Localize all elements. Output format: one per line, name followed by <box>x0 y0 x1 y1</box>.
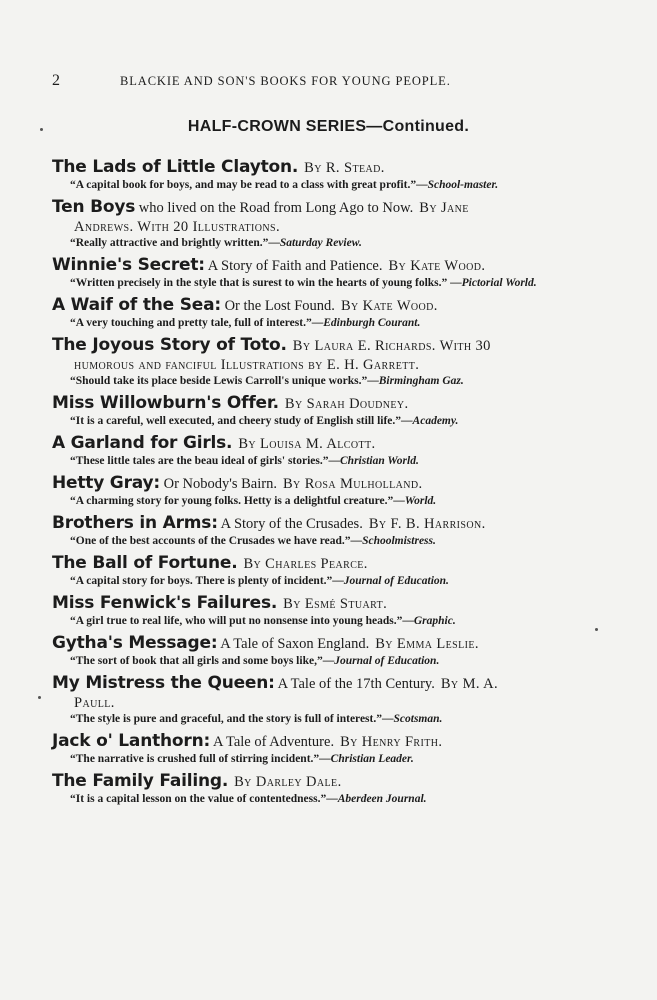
review-source: World. <box>404 495 437 507</box>
book-entry <box>52 198 612 250</box>
review-source: Saturday Review. <box>279 237 362 249</box>
book-entry <box>52 594 612 628</box>
book-heading-line <box>52 514 612 534</box>
review-line <box>52 574 612 588</box>
book-title: Brothers in Arms: <box>52 513 218 533</box>
book-heading-line <box>52 434 612 454</box>
review-source: Schoolmistress. <box>362 535 436 547</box>
review-line <box>52 414 612 428</box>
book-author: By Sarah Doudney. <box>284 396 409 412</box>
book-author: By Kate Wood. <box>340 298 438 314</box>
book-title: Ten Boys <box>52 197 136 217</box>
book-heading-line <box>52 474 612 494</box>
book-heading-line <box>52 336 612 356</box>
review-quote: “Should take its place beside Lewis Carroll's unique works.”— <box>70 375 379 387</box>
review-line <box>52 276 612 290</box>
book-entry <box>52 554 612 588</box>
book-list <box>52 158 612 812</box>
book-author: By Louisa M. Alcott. <box>238 436 376 452</box>
review-quote: “The narrative is crushed full of stirring incident.”— <box>70 753 331 765</box>
review-quote: “It is a capital lesson on the value of contentedness.”— <box>70 793 338 805</box>
book-subtitle: who lived on the Road from Long Ago to Now. <box>138 200 414 216</box>
review-quote: “Really attractive and brightly written.”— <box>70 237 280 249</box>
series-title: HALF-CROWN SERIES—Continued. <box>187 118 470 135</box>
book-author: By Darley Dale. <box>234 774 342 790</box>
review-source: Journal of Education. <box>343 575 449 587</box>
review-line <box>52 792 612 806</box>
book-author: By Kate Wood. <box>388 258 486 274</box>
book-entry <box>52 474 612 508</box>
book-heading-line <box>52 732 612 752</box>
book-heading-line <box>52 256 612 276</box>
book-entry <box>52 634 612 668</box>
review-quote: “The style is pure and graceful, and the story is full of interest.”— <box>70 713 394 725</box>
book-author: By Esmé Stuart. <box>283 596 388 612</box>
book-heading-line <box>52 554 612 574</box>
print-speck <box>595 628 598 631</box>
book-title: Miss Fenwick's Failures. <box>52 593 278 613</box>
book-title: Winnie's Secret: <box>52 255 205 275</box>
book-entry <box>52 674 612 726</box>
book-title: A Garland for Girls. <box>52 433 233 453</box>
review-quote: “These little tales are the beau ideal of girls' stories.”— <box>70 455 340 467</box>
review-source: Journal of Education. <box>334 655 440 667</box>
print-speck <box>38 696 41 699</box>
book-author: By Emma Leslie. <box>375 636 479 652</box>
book-heading-continuation: Andrews. With 20 Illustrations. <box>74 219 280 235</box>
book-entry <box>52 514 612 548</box>
book-author: By R. Stead. <box>304 160 385 176</box>
book-subtitle: A Tale of Adventure. <box>212 734 335 750</box>
book-author: By Laura E. Richards. With 30 <box>292 338 491 354</box>
review-line <box>52 374 612 388</box>
book-heading-line <box>52 198 612 218</box>
book-entry <box>52 336 612 388</box>
running-head: BLACKIE AND SON'S BOOKS FOR YOUNG PEOPLE. <box>120 74 451 88</box>
book-heading-continuation: Paull. <box>74 695 115 711</box>
book-author: By Henry Frith. <box>340 734 443 750</box>
review-line <box>52 454 612 468</box>
review-line <box>52 494 612 508</box>
page-header <box>52 72 612 92</box>
review-quote: “A very touching and pretty tale, full of interest.”— <box>70 317 324 329</box>
page-number: 2 <box>52 72 61 89</box>
book-subtitle: A Tale of the 17th Century. <box>277 676 435 692</box>
book-heading-line <box>52 594 612 614</box>
book-heading-line <box>52 296 612 316</box>
book-heading-line <box>52 674 612 694</box>
book-subtitle: A Story of Faith and Patience. <box>207 258 383 274</box>
book-author: By Rosa Mulholland. <box>282 476 423 492</box>
book-subtitle: A Story of the Crusades. <box>220 516 363 532</box>
review-source: Graphic. <box>413 615 456 627</box>
print-speck <box>40 128 43 131</box>
review-line <box>52 236 612 250</box>
review-quote: “It is a careful, well executed, and cheery study of English still life.”— <box>70 415 413 427</box>
book-heading-line <box>52 394 612 414</box>
review-source: Aberdeen Journal. <box>337 793 427 805</box>
book-entry <box>52 394 612 428</box>
book-title: The Joyous Story of Toto. <box>52 335 287 355</box>
review-quote: “A capital story for boys. There is plenty of incident.”— <box>70 575 344 587</box>
review-quote: “The sort of book that all girls and some boys like,”— <box>70 655 335 667</box>
review-line <box>52 614 612 628</box>
review-line <box>52 316 612 330</box>
review-quote: “A charming story for young folks. Hetty is a delightful creature.”— <box>70 495 405 507</box>
book-title: A Waif of the Sea: <box>52 295 221 315</box>
review-line <box>52 712 612 726</box>
book-entry <box>52 158 612 192</box>
review-source: Scotsman. <box>393 713 443 725</box>
book-entry <box>52 256 612 290</box>
review-line <box>52 534 612 548</box>
review-source: Pictorial World. <box>461 277 537 289</box>
book-title: Miss Willowburn's Offer. <box>52 393 279 413</box>
review-quote: “A girl true to real life, who will put no nonsense into young heads.”— <box>70 615 414 627</box>
book-subtitle: Or Nobody's Bairn. <box>163 476 277 492</box>
book-subtitle: Or the Lost Found. <box>224 298 335 314</box>
book-title: My Mistress the Queen: <box>52 673 275 693</box>
review-line <box>52 178 612 192</box>
book-title: The Lads of Little Clayton. <box>52 157 299 177</box>
book-subtitle: A Tale of Saxon England. <box>220 636 370 652</box>
review-source: Birmingham Gaz. <box>378 375 464 387</box>
book-title: Gytha's Message: <box>52 633 218 653</box>
book-author: By Charles Pearce. <box>243 556 368 572</box>
book-heading-continuation: humorous and fanciful Illustrations by E. H. Garrett. <box>74 357 420 373</box>
book-title: The Ball of Fortune. <box>52 553 238 573</box>
review-quote: “Written precisely in the style that is surest to win the hearts of young folks.” — <box>70 277 462 289</box>
book-entry <box>52 732 612 766</box>
review-source: Academy. <box>412 415 459 427</box>
review-source: School-master. <box>427 179 499 191</box>
book-author: By F. B. Harrison. <box>368 516 486 532</box>
book-entry <box>52 296 612 330</box>
book-author: By Jane <box>419 200 469 216</box>
review-source: Edinburgh Courant. <box>323 317 421 329</box>
review-line <box>52 654 612 668</box>
book-title: Jack o' Lanthorn: <box>52 731 211 751</box>
book-entry <box>52 772 612 806</box>
book-title: The Family Failing. <box>52 771 229 791</box>
book-author: By M. A. <box>440 676 499 692</box>
book-heading-line <box>52 158 612 178</box>
book-title: Hetty Gray: <box>52 473 160 493</box>
review-source: Christian Leader. <box>330 753 414 765</box>
book-heading-line <box>52 772 612 792</box>
review-source: Christian World. <box>340 455 419 467</box>
book-heading-line <box>52 634 612 654</box>
book-entry <box>52 434 612 468</box>
review-line <box>52 752 612 766</box>
review-quote: “One of the best accounts of the Crusades we have read.”— <box>70 535 363 547</box>
review-quote: “A capital book for boys, and may be read to a class with great profit.”— <box>70 179 428 191</box>
